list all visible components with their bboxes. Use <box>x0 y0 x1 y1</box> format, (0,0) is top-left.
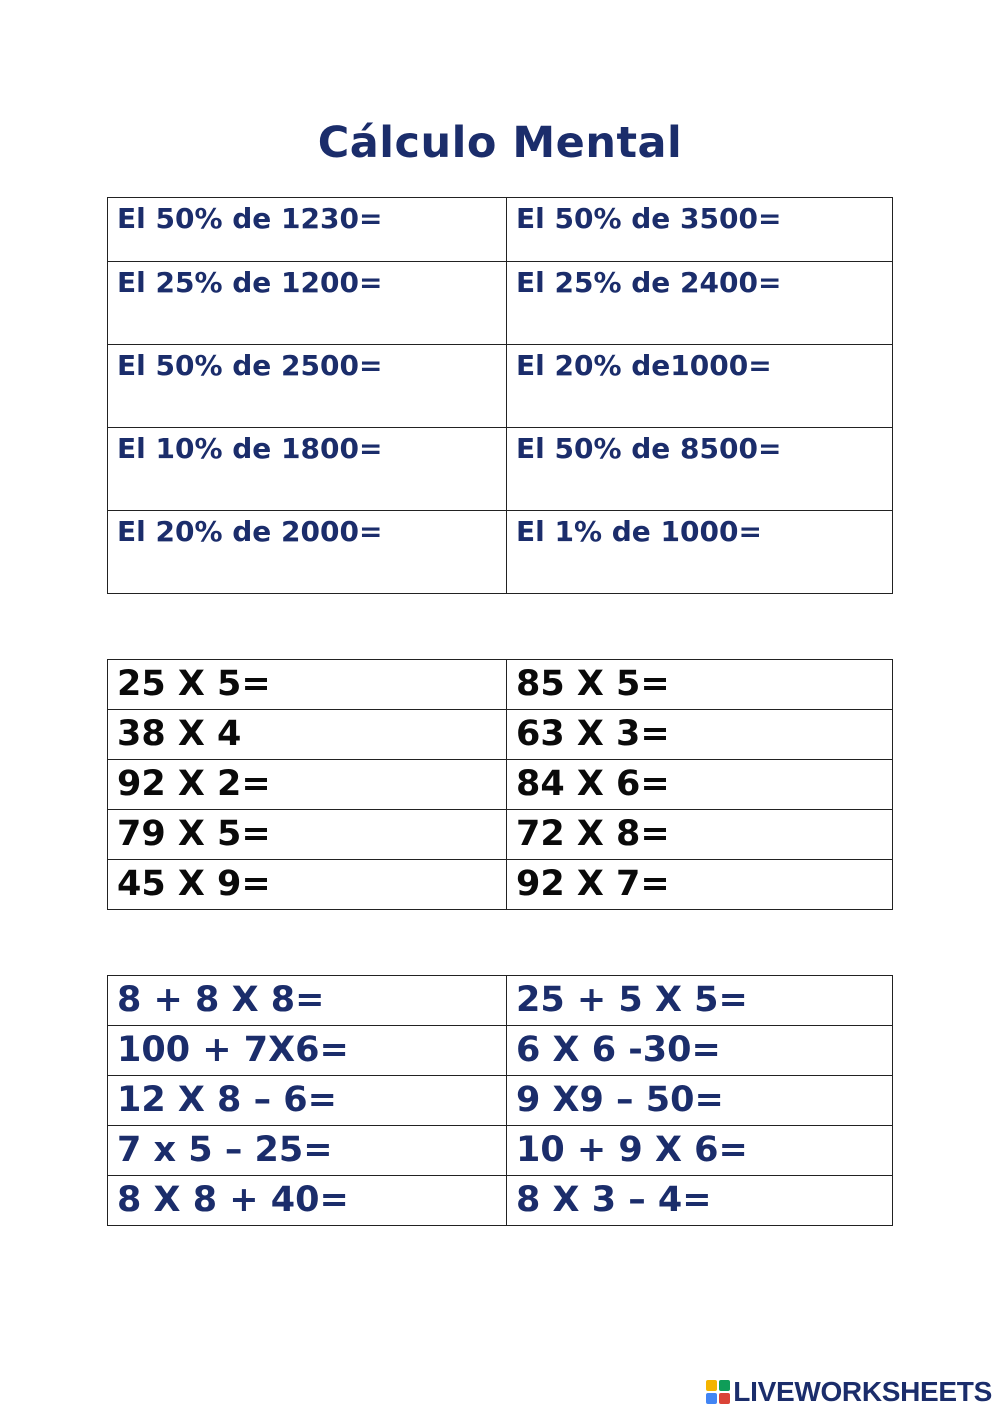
table-row <box>108 1026 893 1076</box>
table-row <box>108 976 893 1026</box>
table-row <box>108 262 893 345</box>
table-row <box>108 511 893 594</box>
table-cell[interactable]: 8 X 8 + 40= <box>108 1176 507 1226</box>
table-cell[interactable]: 84 X 6= <box>507 760 893 810</box>
table-cell[interactable]: El 50% de 8500= <box>507 428 893 511</box>
table-row <box>108 1126 893 1176</box>
logo-block <box>719 1380 730 1391</box>
table-cell[interactable]: El 25% de 1200= <box>108 262 507 345</box>
multiplication-table <box>107 659 893 910</box>
table-cell[interactable]: 85 X 5= <box>507 660 893 710</box>
table-cell[interactable]: 10 + 9 X 6= <box>507 1126 893 1176</box>
table-cell[interactable]: 63 X 3= <box>507 710 893 760</box>
table-cell[interactable]: 8 + 8 X 8= <box>108 976 507 1026</box>
logo-text: LIVEWORKSHEETS <box>733 1376 992 1407</box>
table-cell[interactable]: 72 X 8= <box>507 810 893 860</box>
page-title: Cálculo Mental <box>317 118 683 168</box>
table-cell[interactable]: El 1% de 1000= <box>507 511 893 594</box>
table-cell[interactable]: 9 X9 – 50= <box>507 1076 893 1126</box>
table-row <box>108 1176 893 1226</box>
table-row <box>108 345 893 428</box>
table-cell[interactable]: El 50% de 1230= <box>108 198 507 262</box>
logo-blocks-icon <box>706 1380 730 1404</box>
table-cell[interactable]: El 10% de 1800= <box>108 428 507 511</box>
table-row <box>108 198 893 262</box>
logo-block <box>719 1393 730 1404</box>
table-cell[interactable]: El 25% de 2400= <box>507 262 893 345</box>
table-cell[interactable]: 12 X 8 – 6= <box>108 1076 507 1126</box>
table-cell[interactable]: 92 X 7= <box>507 860 893 910</box>
table-cell[interactable]: 6 X 6 -30= <box>507 1026 893 1076</box>
percent-table <box>107 197 893 594</box>
liveworksheets-logo <box>706 1376 992 1408</box>
table-cell[interactable]: 25 + 5 X 5= <box>507 976 893 1026</box>
table-cell[interactable]: 79 X 5= <box>108 810 507 860</box>
table-cell[interactable]: 8 X 3 – 4= <box>507 1176 893 1226</box>
table-cell[interactable]: 92 X 2= <box>108 760 507 810</box>
table-row <box>108 860 893 910</box>
table-cell[interactable]: 45 X 9= <box>108 860 507 910</box>
logo-block <box>706 1393 717 1404</box>
mixed-operations-table <box>107 975 893 1226</box>
logo-block <box>706 1380 717 1391</box>
table-cell[interactable]: 25 X 5= <box>108 660 507 710</box>
table-cell[interactable]: El 50% de 2500= <box>108 345 507 428</box>
table-row <box>108 660 893 710</box>
table-cell[interactable]: El 20% de1000= <box>507 345 893 428</box>
table-cell[interactable]: 38 X 4 <box>108 710 507 760</box>
table-cell[interactable]: El 20% de 2000= <box>108 511 507 594</box>
table-row <box>108 710 893 760</box>
table-row <box>108 1076 893 1126</box>
table-row <box>108 810 893 860</box>
table-cell[interactable]: 100 + 7X6= <box>108 1026 507 1076</box>
table-cell[interactable]: El 50% de 3500= <box>507 198 893 262</box>
table-row <box>108 428 893 511</box>
table-cell[interactable]: 7 x 5 – 25= <box>108 1126 507 1176</box>
table-row <box>108 760 893 810</box>
